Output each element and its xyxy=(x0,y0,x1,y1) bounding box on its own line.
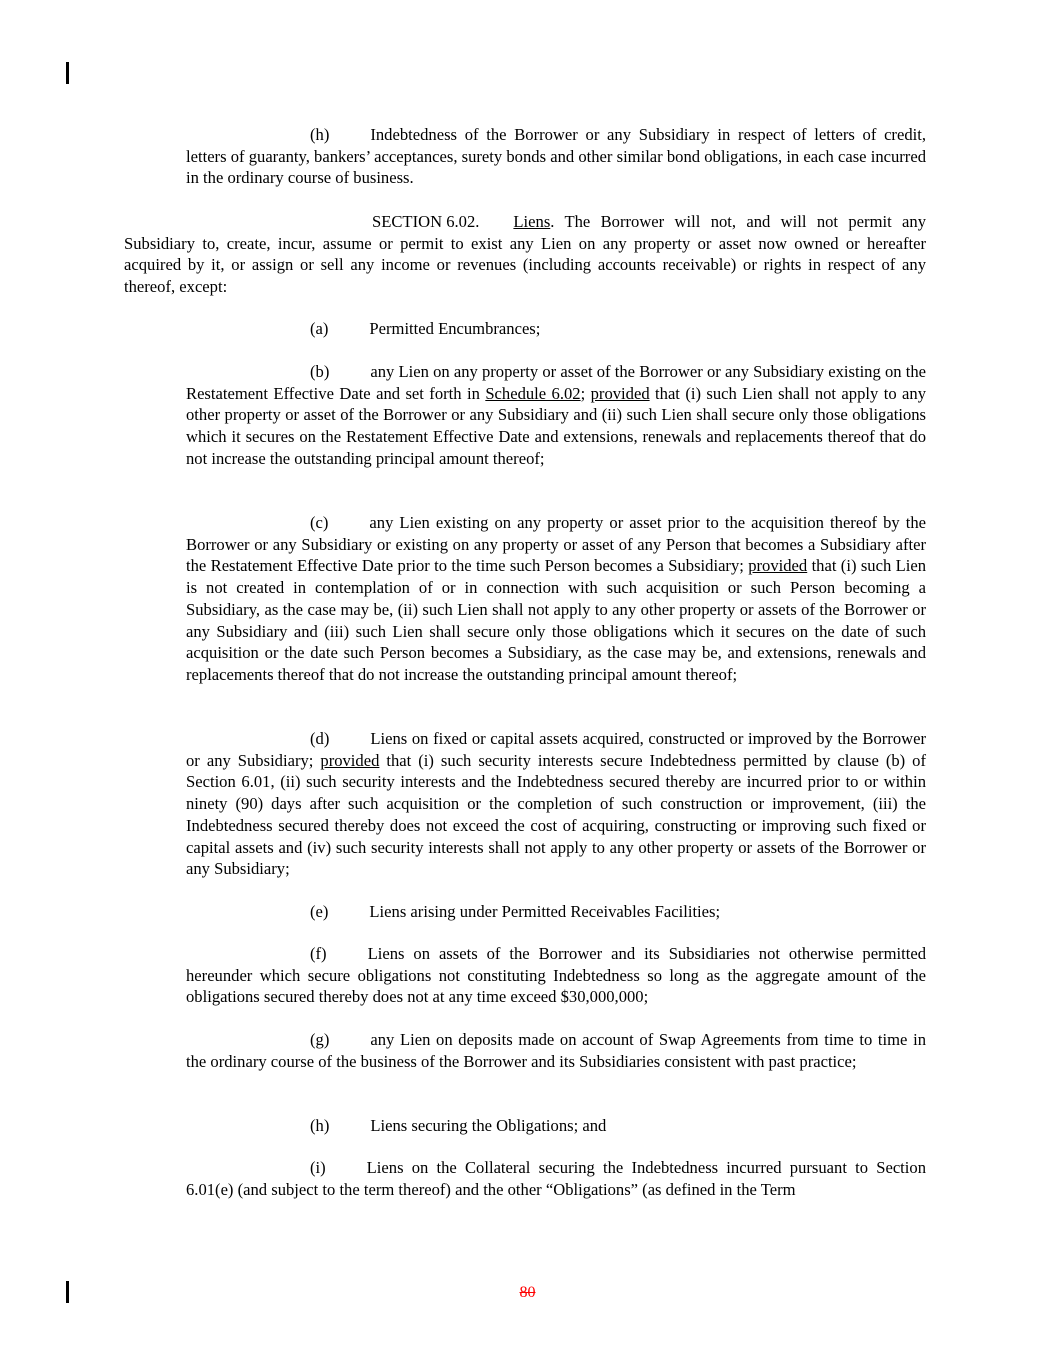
change-bar-top xyxy=(66,62,69,84)
paragraph-a xyxy=(186,318,926,340)
clause-text: that (i) such Lien shall not apply to any other property or asset of the Borrower or any Subsidiary and (ii) such Lien shall secure only those obligations which it secures on the Restatement Effective Date and extensions, renewals and replacements thereof that do not increase the outstanding principal amount thereof; xyxy=(186,383,926,468)
clause-label: (c) xyxy=(310,513,329,532)
clause-label: (f) xyxy=(310,944,327,963)
clause-text: ; xyxy=(580,383,591,403)
section-text: . The Borrower will not, and will not permit any Subsidiary to, create, incur, assume or permit to exist any Lien on any property or asset now owned or hereafter acquired by it, or assign or sell any income or revenues (including accounts receivable) or rights in respect of any thereof, except: xyxy=(124,212,926,297)
provided-term: provided xyxy=(590,383,650,403)
provided-term: provided xyxy=(320,750,380,770)
paragraph-f xyxy=(186,943,926,1008)
section-title: Liens xyxy=(513,212,551,231)
clause-label: (h) xyxy=(310,1116,330,1135)
paragraph-h-obligations xyxy=(186,1115,926,1137)
paragraph-b xyxy=(186,361,926,470)
clause-label: (a) xyxy=(310,319,329,338)
clause-label: (h) xyxy=(310,125,330,144)
clause-text: Liens arising under Permitted Receivables Facilities; xyxy=(369,902,721,921)
clause-label: (e) xyxy=(310,902,329,921)
clause-text: any Lien on deposits made on account of Swap Agreements from time to time in the ordinary course of the business of the Borrower and its Subsidiaries consistent with past practice; xyxy=(186,1030,926,1071)
clause-text: any Lien existing on any property or asset prior to the acquisition thereof by the Borrower or any Subsidiary or existing on any property or asset of any Person that becomes a Subsidiary after the Restatement Effective Date prior to the time such Person becomes a Subsidiary; xyxy=(186,513,926,576)
paragraph-e xyxy=(186,901,926,923)
clause-text: Liens on assets of the Borrower and its Subsidiaries not otherwise permitted hereunder which secure obligations not constituting Indebtedness so long as the aggregate amount of the obligations secured thereby does not at any time exceed $30,000,000; xyxy=(186,944,926,1007)
section-number: SECTION 6.02. xyxy=(372,212,480,231)
clause-label: (b) xyxy=(310,362,330,381)
clause-text: Liens on fixed or capital assets acquired, constructed or improved by the Borrower or any Subsidiary; xyxy=(186,729,926,770)
clause-text: Liens on the Collateral securing the Indebtedness incurred pursuant to Section 6.01(e) (and subject to the term thereof) and the other “Obligations” (as defined in the Term xyxy=(186,1158,926,1199)
schedule-reference: Schedule 6.02 xyxy=(485,383,581,403)
paragraph-i xyxy=(186,1157,926,1200)
clause-label: (d) xyxy=(310,729,330,748)
section-6-02-paragraph xyxy=(124,211,926,298)
clause-label: (g) xyxy=(310,1030,330,1049)
clause-text: Permitted Encumbrances; xyxy=(369,319,541,338)
clause-label: (i) xyxy=(310,1158,326,1177)
page-number: 80 xyxy=(519,1284,536,1301)
paragraph-g xyxy=(186,1029,926,1072)
paragraph-d xyxy=(186,728,926,880)
clause-text: Indebtedness of the Borrower or any Subsidiary in respect of letters of credit, letters of guaranty, bankers’ acceptances, surety bonds and other similar bond obligations, in each case incurred in the ordinary course of business. xyxy=(186,125,926,188)
provided-term: provided xyxy=(748,556,808,576)
clause-text: Liens securing the Obligations; and xyxy=(370,1116,607,1135)
paragraph-h-indebtedness xyxy=(186,124,926,189)
clause-text: that (i) such Lien is not created in contemplation of or in connection with such acquisition or such Person becoming a Subsidiary, as the case may be, (ii) such Lien shall not apply to any other property or assets of the Borrower or any Subsidiary and (iii) such Lien shall secure only those obligations which it secures on the date of such acquisition or the date such Person becomes a Subsidiary, as the case may be, and extensions, renewals and replacements thereof that do not increase the outstanding principal amount thereof; xyxy=(186,556,926,684)
paragraph-c xyxy=(186,512,926,686)
clause-text: any Lien on any property or asset of the Borrower or any Subsidiary existing on the Restatement Effective Date and set forth in xyxy=(186,362,926,403)
clause-text: that (i) such security interests secure Indebtedness permitted by clause (b) of Section 6.01, (ii) such security interests and the Indebtedness secured thereby are incurred prior to or within ninety (90) days after such acquisition or the completion of such construction or improvement, (iii) the Indebtedness secured thereby does not exceed the cost of acquiring, constructing or improving such fixed or capital assets and (iv) such security interests shall not apply to any other property or assets of the Borrower or any Subsidiary; xyxy=(186,750,927,879)
